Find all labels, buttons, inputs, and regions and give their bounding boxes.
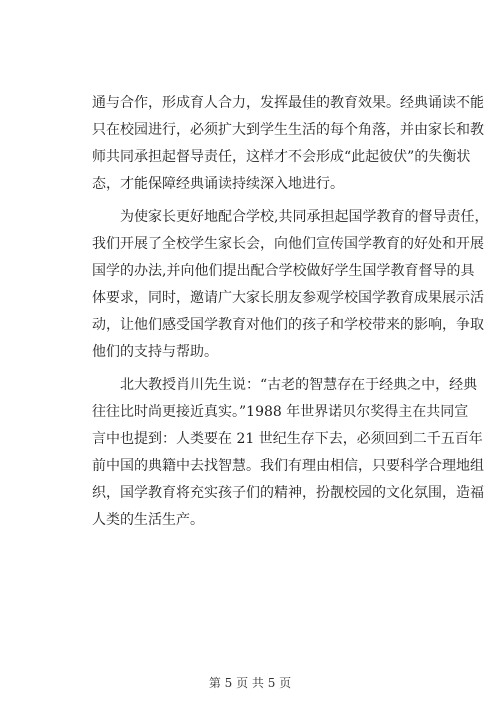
text-line: 他们的支持与帮助。 <box>92 344 218 360</box>
text-line: 只在校园进行，必须扩大到学生生活的每个角落，并由家长和教 <box>92 122 484 138</box>
text-line: 北大教授肖川先生说：“古老的智慧存在于经典之中，经典 <box>120 377 478 393</box>
text-line: 言中也提到：人类要在 21 世纪生存下去，必须回到二千五百年 <box>92 431 483 447</box>
body-text <box>92 90 489 534</box>
text-line: 通与合作，形成育人合力，发挥最佳的教育效果。经典诵读不能 <box>92 95 484 111</box>
text-line: 我们开展了全校学生家长会，向他们宣传国学教育的好处和开展 <box>92 236 484 252</box>
paragraph <box>92 90 484 198</box>
text-line: 动，让他们感受国学教育对他们的孩子和学校带来的影响，争取 <box>92 317 484 333</box>
paragraph <box>92 204 489 366</box>
text-line: 织，国学教育将充实孩子们的精神，扮靓校园的文化氛围，造福 <box>92 485 484 501</box>
text-line: 往往比时尚更接近真实。”1988 年世界诺贝尔奖得主在共同宣 <box>92 404 469 420</box>
text-line: 人类的生活生产。 <box>92 512 204 528</box>
text-line: 为使家长更好地配合学校,共同承担起国学教育的督导责任， <box>120 209 489 225</box>
text-line: 前中国的典籍中去找智慧。我们有理由相信，只要科学合理地组 <box>92 458 484 474</box>
text-line: 体要求，同时，邀请广大家长朋友参观学校国学教育成果展示活 <box>92 290 484 306</box>
text-line: 态，才能保障经典诵读持续深入地进行。 <box>92 176 344 192</box>
page-footer: 第 5 页 共 5 页 <box>208 676 292 690</box>
text-line: 国学的办法,并向他们提出配合学校做好学生国学教育督导的具 <box>92 263 475 279</box>
text-line: 师共同承担起督导责任，这样才不会形成“此起彼伏”的失衡状 <box>92 149 471 165</box>
paragraph <box>92 372 484 534</box>
